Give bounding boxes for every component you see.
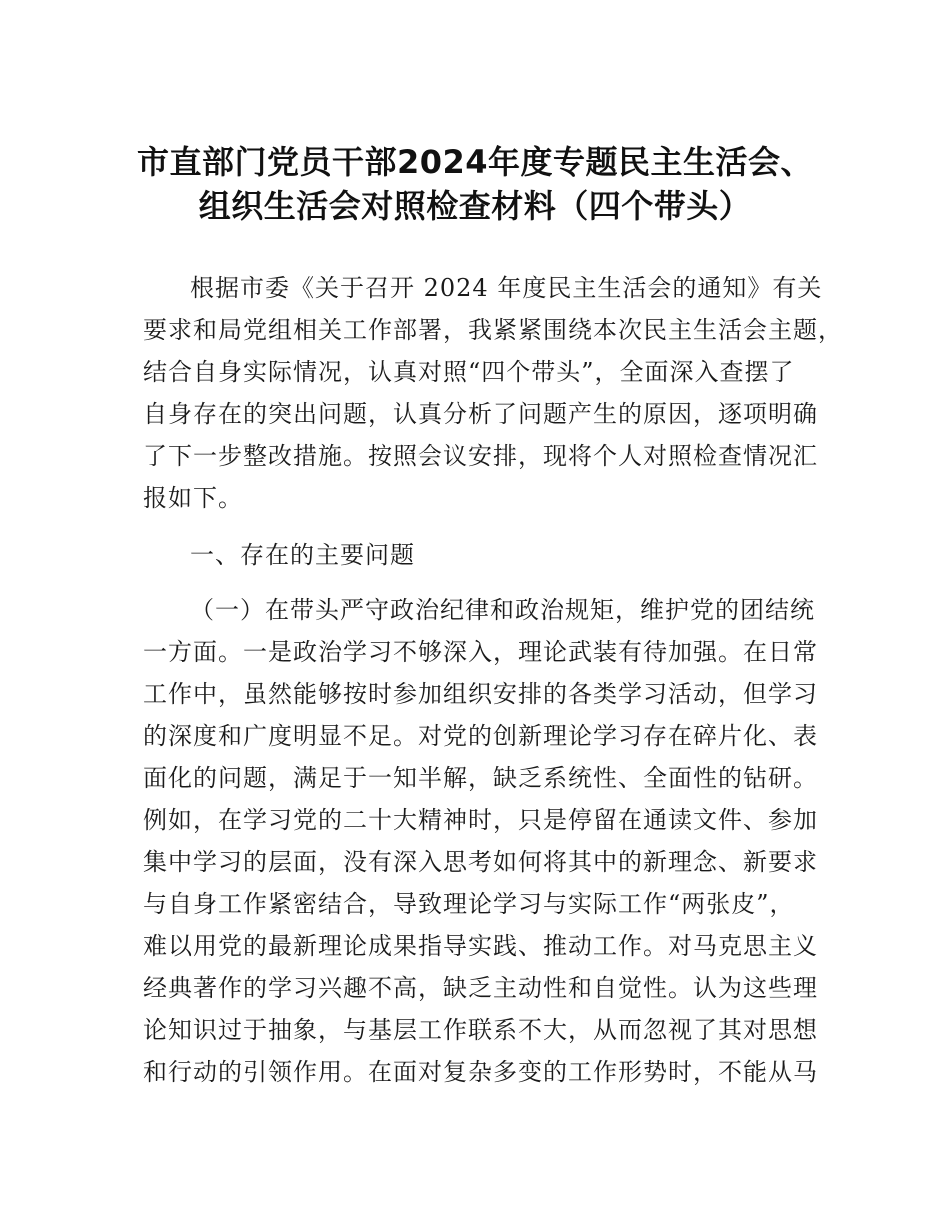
intro-line: 了下一步整改措施。按照会议安排，现将个人对照检查情况汇: [143, 442, 818, 470]
paragraph-line: 例如，在学习党的二十大精神时，只是停留在通读文件、参加: [143, 806, 818, 834]
paragraph-line: 一方面。一是政治学习不够深入，理论武装有待加强。在日常: [143, 638, 818, 666]
intro-line: 自身存在的突出问题，认真分析了问题产生的原因，逐项明确: [143, 400, 818, 428]
paragraph-line: 工作中，虽然能够按时参加组织安排的各类学习活动，但学习: [143, 680, 818, 708]
paragraph-line: 集中学习的层面，没有深入思考如何将其中的新理念、新要求: [143, 848, 818, 876]
section-heading: 一、存在的主要问题: [190, 541, 415, 569]
paragraph-line: （一）在带头严守政治纪律和政治规矩，维护党的团结统: [190, 596, 815, 624]
paragraph-line: 和行动的引领作用。在面对复杂多变的工作形势时，不能从马: [143, 1058, 818, 1086]
intro-line: 报如下。: [143, 484, 243, 512]
intro-line: 要求和局党组相关工作部署，我紧紧围绕本次民主生活会主题，: [143, 316, 843, 344]
paragraph-line: 难以用党的最新理论成果指导实践、推动工作。对马克思主义: [143, 932, 818, 960]
intro-line: 结合自身实际情况，认真对照“四个带头”，全面深入查摆了: [143, 358, 795, 386]
paragraph-line: 的深度和广度明显不足。对党的创新理论学习存在碎片化、表: [143, 722, 818, 750]
document-title-line-2: 组织生活会对照检查材料（四个带头）: [198, 187, 752, 225]
paragraph-line: 经典著作的学习兴趣不高，缺乏主动性和自觉性。认为这些理: [143, 974, 818, 1002]
paragraph-line: 论知识过于抽象，与基层工作联系不大，从而忽视了其对思想: [143, 1016, 818, 1044]
intro-line: 根据市委《关于召开 2024 年度民主生活会的通知》有关: [190, 274, 823, 302]
paragraph-line: 面化的问题，满足于一知半解，缺乏系统性、全面性的钻研。: [143, 764, 818, 792]
paragraph-line: 与自身工作紧密结合，导致理论学习与实际工作“两张皮”，: [143, 890, 795, 918]
document-title-line-1: 市直部门党员干部2024年度专题民主生活会、: [136, 143, 814, 181]
